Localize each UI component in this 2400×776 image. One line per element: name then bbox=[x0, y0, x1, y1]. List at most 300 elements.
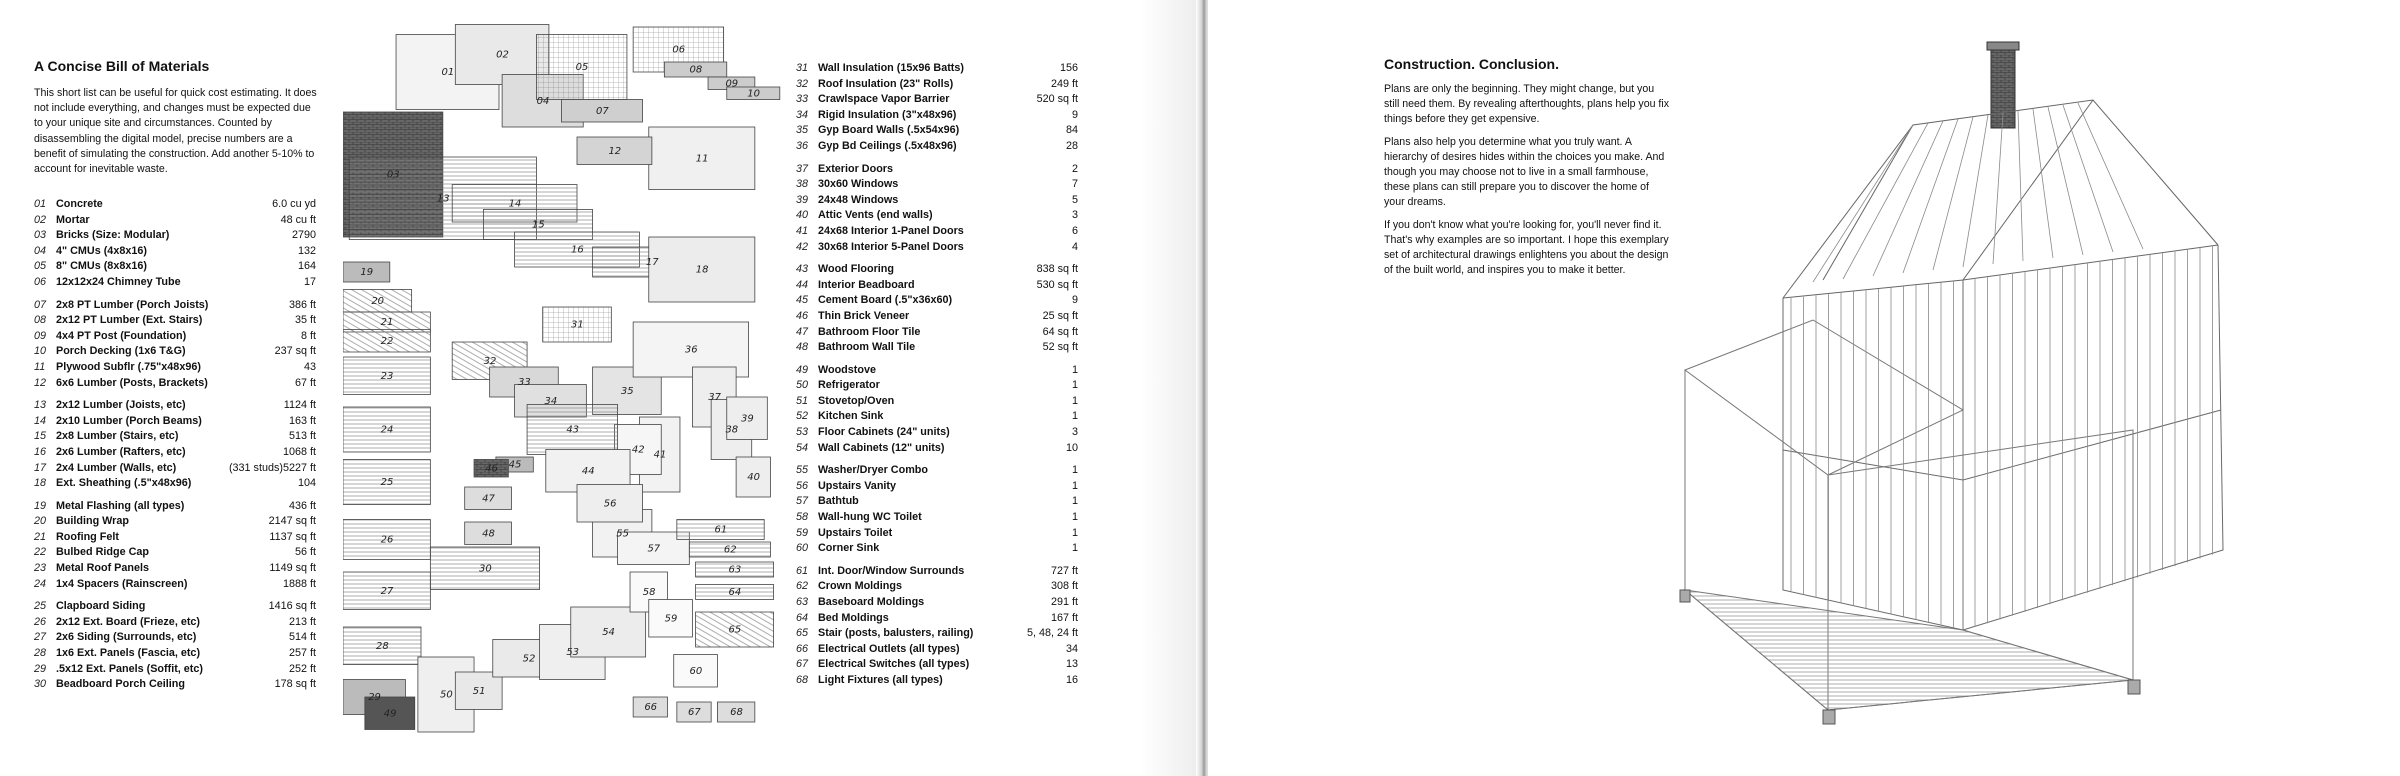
item-name-text: Stovetop/Oven bbox=[818, 394, 895, 407]
item-name-text: 1x6 Ext. Panels (Fascia, etc) bbox=[56, 647, 201, 660]
materials-group bbox=[34, 197, 316, 291]
item-name bbox=[56, 376, 295, 392]
item-name-text: Clapboard Siding bbox=[56, 600, 146, 613]
item-quantity: 1 bbox=[1071, 526, 1078, 539]
item-quantity: 237 sq ft bbox=[274, 345, 316, 358]
item-number: 34 bbox=[796, 108, 809, 121]
material-row bbox=[34, 662, 316, 678]
conclusion-paragraph: Plans also help you determine what you truly want. A hierarchy of desires hides within the choices you make. And though you may choose not to live in a small farmhouse, these plans can still prepare you to discover the home of your dreams. bbox=[1384, 135, 1665, 209]
item-quantity: 1416 sq ft bbox=[268, 600, 316, 613]
item-number: 09 bbox=[34, 329, 47, 342]
material-row bbox=[796, 92, 1078, 108]
item-name-text: 1x4 Spacers (Rainscreen) bbox=[56, 577, 188, 590]
material-label: 36 bbox=[684, 344, 698, 356]
item-name bbox=[56, 530, 269, 546]
material-label: 07 bbox=[595, 105, 609, 117]
item-quantity: 5 bbox=[1071, 193, 1078, 206]
material-row bbox=[34, 360, 316, 376]
item-name-text: Electrical Switches (all types) bbox=[818, 658, 970, 671]
item-name bbox=[56, 259, 298, 275]
material-row bbox=[34, 344, 316, 360]
material-row bbox=[34, 414, 316, 430]
item-name bbox=[56, 429, 289, 445]
material-label: 22 bbox=[380, 335, 394, 347]
item-quantity: 164 bbox=[297, 260, 316, 273]
item-quantity: 25 sq ft bbox=[1042, 309, 1078, 322]
item-name bbox=[818, 425, 1072, 441]
item-quantity: 1068 ft bbox=[282, 445, 316, 458]
item-name bbox=[56, 344, 275, 360]
item-name-text: .5x12 Ext. Panels (Soffit, etc) bbox=[56, 662, 204, 675]
item-name bbox=[56, 313, 295, 329]
item-quantity: 5227 ft bbox=[282, 461, 316, 474]
page-title: A Concise Bill of Materials bbox=[34, 58, 210, 74]
material-row bbox=[796, 595, 1078, 611]
material-row bbox=[796, 409, 1078, 425]
material-row bbox=[796, 510, 1078, 526]
material-label: 67 bbox=[688, 707, 701, 718]
material-label: 61 bbox=[714, 524, 728, 536]
item-name-text: Attic Vents (end walls) bbox=[818, 209, 933, 222]
item-number: 56 bbox=[796, 479, 809, 492]
material-label: 34 bbox=[544, 395, 558, 407]
item-number: 02 bbox=[34, 213, 47, 226]
item-name-text: 30x60 Windows bbox=[818, 178, 899, 191]
material-row bbox=[796, 564, 1078, 580]
item-quantity: 64 sq ft bbox=[1042, 325, 1078, 338]
item-name bbox=[818, 123, 1066, 139]
material-label: 46 bbox=[485, 463, 498, 475]
item-name bbox=[818, 193, 1072, 209]
material-label: 50 bbox=[439, 689, 453, 701]
material-label: 40 bbox=[747, 472, 761, 483]
item-number: 49 bbox=[796, 363, 809, 376]
item-name bbox=[818, 162, 1072, 178]
material-row bbox=[34, 630, 316, 646]
item-name-text: Rigid Insulation (3"x48x96) bbox=[818, 108, 957, 121]
materials-group bbox=[796, 363, 1078, 457]
item-name bbox=[818, 309, 1043, 325]
item-quantity: 163 ft bbox=[288, 414, 316, 427]
material-label: 11 bbox=[695, 153, 709, 165]
material-label: 19 bbox=[360, 267, 374, 278]
item-name-text: Light Fixtures (all types) bbox=[818, 673, 943, 686]
material-label: 55 bbox=[616, 528, 629, 540]
material-label: 49 bbox=[383, 708, 397, 720]
item-quantity: 2147 sq ft bbox=[268, 515, 316, 528]
item-name bbox=[56, 499, 289, 515]
item-number: 08 bbox=[34, 314, 47, 327]
material-label: 35 bbox=[620, 385, 634, 397]
item-quantity: 6 bbox=[1071, 224, 1078, 237]
material-label: 05 bbox=[575, 62, 589, 73]
item-number: 21 bbox=[34, 530, 47, 543]
item-name bbox=[818, 340, 1043, 356]
material-row bbox=[796, 463, 1078, 479]
material-row bbox=[34, 275, 316, 291]
item-quantity: 386 ft bbox=[288, 298, 316, 311]
item-name-text: Wall-hung WC Toilet bbox=[818, 511, 922, 524]
item-number: 50 bbox=[796, 379, 809, 392]
item-name-text: Metal Roof Panels bbox=[56, 562, 149, 575]
material-label: 52 bbox=[522, 653, 536, 665]
exploded-materials-illustration bbox=[343, 22, 783, 747]
material-label: 13 bbox=[436, 193, 450, 205]
item-name-text: Baseboard Moldings bbox=[818, 596, 925, 608]
item-name-text: Floor Cabinets (24" units) bbox=[818, 426, 950, 439]
stud-lines bbox=[1791, 103, 2213, 628]
item-name bbox=[56, 577, 283, 593]
materials-group bbox=[796, 61, 1078, 155]
item-name-text: Kitchen Sink bbox=[818, 410, 884, 423]
item-quantity: 2790 bbox=[291, 229, 316, 242]
item-name-text: Bathroom Floor Tile bbox=[818, 325, 921, 338]
item-number: 27 bbox=[34, 631, 47, 644]
item-quantity: 2 bbox=[1071, 162, 1078, 175]
item-number: 18 bbox=[34, 477, 47, 490]
material-label: 66 bbox=[644, 702, 658, 713]
item-quantity: 252 ft bbox=[288, 662, 316, 675]
material-label: 10 bbox=[747, 88, 761, 100]
material-label: 31 bbox=[571, 319, 584, 331]
material-row bbox=[796, 611, 1078, 627]
item-quantity: 178 sq ft bbox=[274, 678, 316, 691]
material-label: 42 bbox=[631, 444, 645, 456]
material-row bbox=[34, 677, 316, 693]
item-name bbox=[818, 564, 1051, 580]
item-number: 44 bbox=[796, 278, 809, 291]
item-number: 06 bbox=[34, 275, 47, 288]
item-quantity: 28 bbox=[1065, 139, 1078, 152]
material-row bbox=[34, 213, 316, 229]
material-label: 01 bbox=[441, 67, 455, 78]
item-name bbox=[56, 197, 272, 213]
item-number: 03 bbox=[34, 229, 47, 242]
item-number: 62 bbox=[796, 580, 809, 593]
item-name bbox=[818, 293, 1072, 309]
material-label: 32 bbox=[483, 355, 497, 367]
item-name bbox=[56, 545, 295, 561]
item-name-text: Plywood Subflr (.75"x48x96) bbox=[56, 360, 201, 373]
item-number: 04 bbox=[34, 244, 47, 257]
material-row bbox=[34, 615, 316, 631]
item-quantity: 1 bbox=[1071, 479, 1078, 492]
materials-group bbox=[34, 298, 316, 392]
item-number: 53 bbox=[796, 426, 809, 439]
material-label: 63 bbox=[728, 564, 742, 576]
item-quantity: 520 sq ft bbox=[1036, 93, 1078, 106]
item-name bbox=[818, 479, 1072, 495]
item-name bbox=[818, 541, 1072, 557]
item-name bbox=[56, 275, 304, 291]
item-name bbox=[818, 657, 1066, 673]
material-row bbox=[34, 461, 316, 477]
item-name-text: Int. Door/Window Surrounds bbox=[818, 564, 965, 577]
item-quantity: 52 sq ft bbox=[1042, 341, 1078, 354]
item-number: 14 bbox=[34, 414, 47, 427]
material-row bbox=[34, 376, 316, 392]
item-quantity: 1149 sq ft bbox=[269, 562, 316, 575]
item-quantity: 1124 ft bbox=[283, 399, 316, 412]
item-name-text: Wall Cabinets (12" units) bbox=[818, 441, 945, 454]
material-label: 21 bbox=[380, 317, 394, 328]
material-label: 27 bbox=[380, 585, 394, 597]
material-label: 15 bbox=[532, 219, 545, 231]
item-number: 43 bbox=[796, 263, 809, 276]
item-name-text: 2x8 PT Lumber (Porch Joists) bbox=[56, 298, 209, 311]
item-number: 01 bbox=[34, 198, 47, 210]
item-number: 23 bbox=[34, 562, 47, 575]
item-name-text: Crown Moldings bbox=[818, 580, 902, 593]
item-name-text: Concrete bbox=[56, 198, 103, 210]
item-quantity: 1 bbox=[1071, 394, 1078, 407]
porch-deck-drawing bbox=[1685, 590, 2133, 710]
item-name bbox=[818, 611, 1051, 627]
materials-group bbox=[34, 499, 316, 593]
material-row bbox=[34, 545, 316, 561]
material-row bbox=[34, 599, 316, 615]
item-name bbox=[818, 510, 1072, 526]
item-quantity: 167 ft bbox=[1050, 611, 1078, 624]
item-number: 07 bbox=[34, 298, 47, 311]
material-label: 68 bbox=[730, 707, 743, 718]
item-quantity: 132 bbox=[297, 244, 316, 257]
item-number: 65 bbox=[796, 627, 809, 640]
item-name bbox=[818, 240, 1072, 256]
item-name bbox=[56, 461, 229, 477]
material-label: 60 bbox=[689, 665, 703, 677]
item-name bbox=[818, 642, 1066, 658]
item-number: 10 bbox=[34, 345, 47, 358]
item-name bbox=[56, 476, 298, 492]
item-name-text: 12x12x24 Chimney Tube bbox=[56, 275, 181, 288]
material-row bbox=[34, 429, 316, 445]
material-row bbox=[34, 197, 316, 213]
material-row bbox=[796, 293, 1078, 309]
item-quantity: 43 bbox=[303, 360, 316, 373]
item-number: 26 bbox=[34, 615, 47, 628]
item-name bbox=[818, 526, 1072, 542]
material-label: 06 bbox=[672, 44, 686, 56]
item-number: 66 bbox=[796, 642, 809, 655]
material-row bbox=[796, 309, 1078, 325]
item-name bbox=[818, 262, 1037, 278]
item-quantity: 514 ft bbox=[288, 631, 316, 644]
item-number: 55 bbox=[796, 464, 809, 477]
item-name bbox=[56, 561, 269, 577]
item-quantity: 1 bbox=[1071, 511, 1078, 524]
item-quantity: 48 cu ft bbox=[280, 213, 316, 226]
item-name bbox=[818, 77, 1051, 93]
item-name bbox=[818, 363, 1072, 379]
item-name-text: Stair (posts, balusters, railing) bbox=[818, 627, 974, 640]
material-row bbox=[34, 244, 316, 260]
item-quantity: 436 ft bbox=[288, 499, 316, 512]
material-label: 57 bbox=[647, 543, 661, 555]
material-label: 45 bbox=[508, 459, 522, 471]
item-number: 48 bbox=[796, 341, 809, 354]
item-quantity: 3 bbox=[1071, 209, 1078, 222]
wall-framing-drawing bbox=[1783, 245, 2223, 630]
material-label: 16 bbox=[571, 244, 584, 256]
item-name bbox=[56, 228, 292, 244]
item-number: 19 bbox=[34, 499, 47, 512]
material-row bbox=[796, 479, 1078, 495]
right-page bbox=[1208, 0, 2400, 776]
item-name bbox=[818, 108, 1072, 124]
item-name-text: Gyp Bd Ceilings (.5x48x96) bbox=[818, 139, 957, 152]
item-name bbox=[56, 414, 289, 430]
item-name-text: Roofing Felt bbox=[56, 530, 119, 543]
materials-list-column-2 bbox=[796, 61, 1078, 696]
item-name-text: Bathtub bbox=[818, 495, 859, 508]
material-label: 08 bbox=[689, 64, 703, 76]
material-label: 20 bbox=[371, 295, 385, 307]
item-name bbox=[56, 244, 298, 260]
item-quantity: 257 ft bbox=[288, 647, 316, 660]
material-label: 18 bbox=[695, 264, 709, 276]
conclusion-title: Construction. Conclusion. bbox=[1384, 56, 1559, 72]
item-number: 24 bbox=[34, 577, 47, 590]
material-label: 54 bbox=[602, 627, 615, 638]
item-name-text: 4" CMUs (4x8x16) bbox=[56, 244, 147, 257]
item-name-text: 2x6 Lumber (Rafters, etc) bbox=[56, 445, 186, 458]
item-number: 25 bbox=[34, 600, 47, 613]
material-label: 33 bbox=[517, 377, 531, 388]
item-number: 57 bbox=[796, 495, 809, 508]
item-number: 46 bbox=[796, 309, 809, 322]
material-label: 28 bbox=[376, 640, 389, 652]
item-quantity: 156 bbox=[1059, 62, 1078, 74]
material-row bbox=[796, 494, 1078, 510]
material-row bbox=[796, 240, 1078, 256]
material-row bbox=[796, 642, 1078, 658]
material-row bbox=[796, 77, 1078, 93]
item-name-text: Upstairs Toilet bbox=[818, 526, 893, 539]
material-row bbox=[34, 561, 316, 577]
item-number: 67 bbox=[796, 658, 809, 671]
material-label: 17 bbox=[645, 257, 659, 268]
item-name bbox=[56, 514, 269, 530]
item-name-text: 2x12 Ext. Board (Frieze, etc) bbox=[56, 615, 201, 628]
item-name bbox=[818, 378, 1072, 394]
material-row bbox=[796, 262, 1078, 278]
item-name bbox=[818, 409, 1072, 425]
item-quantity: 1 bbox=[1071, 495, 1078, 508]
item-name bbox=[56, 646, 289, 662]
item-name bbox=[818, 394, 1072, 410]
item-quantity: 1888 ft bbox=[282, 577, 316, 590]
item-number: 29 bbox=[34, 662, 47, 675]
item-quantity: 5, 48, 24 ft bbox=[1026, 627, 1078, 640]
item-name bbox=[56, 677, 275, 693]
item-name bbox=[818, 92, 1037, 108]
material-row bbox=[34, 259, 316, 275]
material-row bbox=[34, 313, 316, 329]
conclusion-paragraph: Plans are only the beginning. They might change, but you still need them. By revealing afterthoughts, plans help you fix things before they get expensive. bbox=[1384, 83, 1670, 126]
item-name-text: 2x12 PT Lumber (Ext. Stairs) bbox=[56, 314, 203, 327]
roof-framing-drawing bbox=[1783, 100, 2218, 298]
item-quantity: 7 bbox=[1071, 178, 1078, 191]
item-quantity: 84 bbox=[1065, 124, 1078, 137]
item-quantity: 838 sq ft bbox=[1036, 263, 1078, 276]
material-row bbox=[796, 278, 1078, 294]
item-name bbox=[818, 494, 1072, 510]
item-quantity: 6.0 cu yd bbox=[272, 198, 316, 210]
item-number: 28 bbox=[34, 647, 47, 660]
item-number: 12 bbox=[34, 376, 47, 389]
material-label: 29 bbox=[368, 692, 381, 703]
item-quantity: 104 bbox=[297, 477, 316, 490]
item-name-text: Corner Sink bbox=[818, 542, 880, 555]
material-row bbox=[34, 577, 316, 593]
item-number: 38 bbox=[796, 178, 809, 191]
material-label: 65 bbox=[728, 624, 742, 636]
material-row bbox=[34, 298, 316, 314]
item-quantity: 213 ft bbox=[288, 615, 316, 628]
item-number: 40 bbox=[796, 209, 809, 222]
material-row bbox=[796, 378, 1078, 394]
item-number: 13 bbox=[34, 399, 47, 412]
intro-paragraph: This short list can be useful for quick cost estimating. It does not include everything, and changes must be expected due to your unique site and circumstances. Counted by disassembling the digital model, precise numbers are a benefit of simulating the construction. Add another 5-10% to account for inevitable waste. bbox=[34, 87, 317, 176]
material-label: 38 bbox=[725, 424, 739, 436]
material-row bbox=[796, 177, 1078, 193]
item-quantity: 8 ft bbox=[300, 329, 316, 342]
item-number: 39 bbox=[796, 193, 809, 206]
material-row bbox=[796, 363, 1078, 379]
material-label: 53 bbox=[566, 647, 580, 658]
item-quantity: 1 bbox=[1071, 363, 1078, 376]
item-name-text: Bulbed Ridge Cap bbox=[56, 546, 149, 559]
material-row bbox=[796, 441, 1078, 457]
material-label: 51 bbox=[472, 685, 486, 697]
item-name-text: Gyp Board Walls (.5x54x96) bbox=[818, 124, 960, 137]
item-name bbox=[56, 615, 289, 631]
item-quantity: 4 bbox=[1071, 240, 1078, 253]
materials-group bbox=[796, 262, 1078, 356]
item-number: 61 bbox=[796, 564, 809, 577]
item-name bbox=[818, 595, 1051, 611]
item-name-text: Thin Brick Veneer bbox=[818, 309, 910, 322]
item-name bbox=[56, 298, 289, 314]
item-quantity: 16 bbox=[1065, 673, 1078, 686]
item-name bbox=[56, 213, 281, 229]
item-name-text: 30x68 Interior 5-Panel Doors bbox=[818, 240, 964, 253]
item-quantity: 1 bbox=[1071, 410, 1078, 423]
item-number: 36 bbox=[796, 139, 809, 152]
material-row bbox=[796, 541, 1078, 557]
conclusion-paragraph: If you don't know what you're looking for, you'll never find it. That's why examples are so important. I hope this exemplary set of architectural drawings enlightens you about the design of the built world, and inspires you to make it better. bbox=[1384, 218, 1669, 277]
item-number: 30 bbox=[34, 678, 47, 691]
item-number: 42 bbox=[796, 240, 809, 253]
item-name bbox=[818, 463, 1072, 479]
material-row bbox=[34, 398, 316, 414]
item-number: 11 bbox=[34, 360, 46, 373]
item-name bbox=[818, 224, 1072, 240]
item-number: 35 bbox=[796, 124, 809, 137]
item-number: 15 bbox=[34, 430, 47, 443]
material-label: 09 bbox=[725, 78, 739, 90]
material-label: 30 bbox=[478, 563, 492, 575]
item-name-text: 2x6 Siding (Surrounds, etc) bbox=[56, 631, 197, 644]
item-name-text: Exterior Doors bbox=[818, 162, 893, 175]
item-name bbox=[818, 325, 1043, 341]
item-quantity: 1137 sq ft bbox=[269, 530, 316, 543]
material-row bbox=[34, 329, 316, 345]
item-quantity: 1 bbox=[1071, 379, 1078, 392]
item-name-text: Metal Flashing (all types) bbox=[56, 499, 185, 512]
item-quantity: 17 bbox=[303, 275, 316, 288]
